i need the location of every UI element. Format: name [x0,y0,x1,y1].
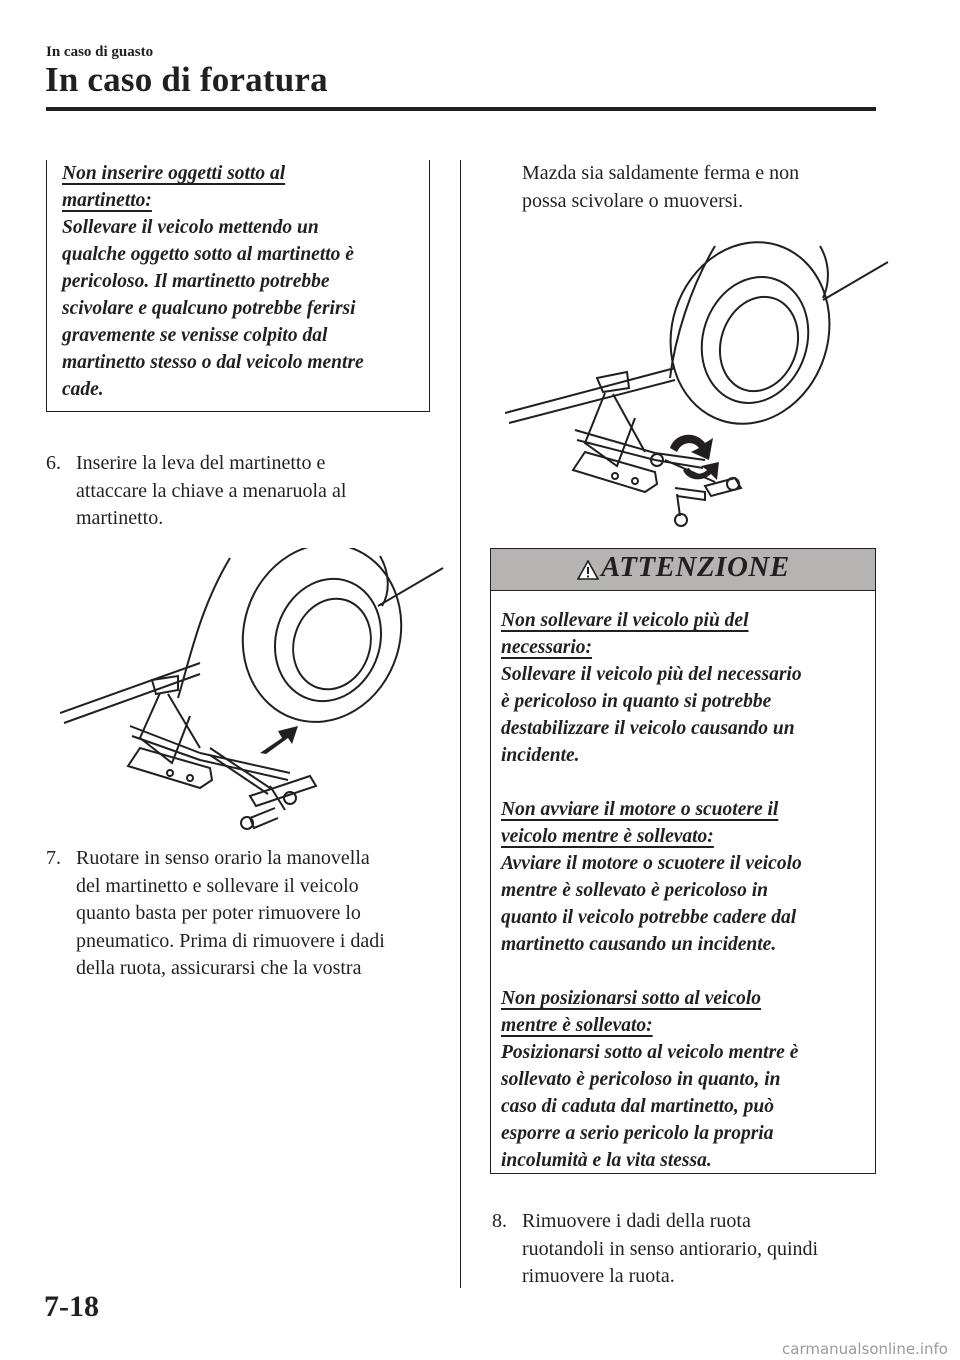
caution-header [491,549,875,591]
caution-heading-line: Non avviare il motore o scuotere il [501,799,779,820]
step-line: rimuovere la ruota. [522,1265,675,1287]
warning-box-continued [46,160,430,412]
caution-body-line: Avviare il motore o scuotere il veicolo [501,853,802,874]
caution-heading-line: veicolo mentre è sollevato: [501,826,714,847]
caution-label: ATTENZIONE [601,551,790,583]
caution-heading-line: necessario: [501,637,592,658]
warning-body-line: scivolare e qualcuno potrebbe ferirsi [62,298,356,319]
step-line: Mazda sia saldamente ferma e non [522,162,800,184]
step-line: quanto basta per poter rimuovere lo [76,902,361,924]
warning-body-line: cade. [62,379,104,400]
warning-body-line: Sollevare il veicolo mettendo un [62,217,319,238]
step-line: possa scivolare o muoversi. [522,189,744,212]
watermark: carmanualsonline.info [782,1340,948,1358]
warning-triangle-icon [577,560,599,580]
caution-body-line: esporre a serio pericolo la propria [501,1123,774,1144]
step-line: martinetto. [76,507,164,529]
caution-body-line: mentre è sollevato è pericoloso in [501,880,769,901]
header-rule [46,107,876,111]
step-line: attaccare la chiave a menaruola al [76,479,347,502]
caution-body-line: Sollevare il veicolo più del necessario [501,664,802,685]
caution-body-line: martinetto causando un incidente. [501,934,777,955]
warning-body-line: martinetto stesso o dal veicolo mentre [62,352,364,373]
caution-paragraph-2 [501,796,869,958]
caution-body-line: incolumità e la vita stessa. [501,1150,712,1171]
step-number: 7. [46,847,61,869]
jack-lever-illustration [60,548,450,843]
step-7 [46,845,456,985]
warning-heading-line: martinetto: [62,190,152,211]
caution-heading-line: Non posizionarsi sotto al veicolo [501,988,762,1009]
caution-body-line: caso di caduta dal martinetto, può [501,1096,775,1117]
step-line: ruotandoli in senso antiorario, quindi [522,1237,819,1260]
warning-body-line: gravemente se venisse colpito dal [62,325,328,346]
caution-heading-line: mentre è sollevato: [501,1015,653,1036]
caution-body-line: Posizionarsi sotto al veicolo mentre è [501,1042,799,1063]
step-line: Ruotare in senso orario la manovella [76,847,370,869]
caution-paragraph-3 [501,985,869,1174]
breadcrumb: In caso di guasto [46,44,154,60]
column-divider [460,160,461,1288]
step-line: pneumatico. Prima di rimuovere i dadi [76,929,385,952]
caution-box [490,548,876,1174]
step-8 [492,1208,892,1292]
step-7-continued [522,160,882,218]
step-line: della ruota, assicurarsi che la vostra [76,957,362,979]
jack-crank-illustration [505,238,895,528]
step-line: Inserire la leva del martinetto e [76,452,326,474]
step-number: 6. [46,452,61,474]
caution-body-line: destabilizzare il veicolo causando un [501,718,795,739]
step-line: del martinetto e sollevare il veicolo [76,874,359,897]
step-line: Rimuovere i dadi della ruota [522,1210,751,1232]
page-number: 7-18 [44,1290,99,1323]
caution-paragraph-1 [501,607,869,769]
warning-body-line: qualche oggetto sotto al martinetto è [62,244,354,265]
step-number: 8. [492,1210,507,1232]
page-title: In caso di foratura [45,60,328,99]
caution-body-line: quanto il veicolo potrebbe cadere dal [501,907,797,928]
caution-heading-line: Non sollevare il veicolo più del [501,610,749,631]
warning-body-line: pericoloso. Il martinetto potrebbe [62,271,330,292]
step-6 [46,450,446,534]
warning-heading-line: Non inserire oggetti sotto al [62,163,286,184]
caution-body-line: sollevato è pericoloso in quanto, in [501,1069,781,1090]
caution-body-line: è pericoloso in quanto si potrebbe [501,691,772,712]
caution-body-line: incidente. [501,745,580,766]
